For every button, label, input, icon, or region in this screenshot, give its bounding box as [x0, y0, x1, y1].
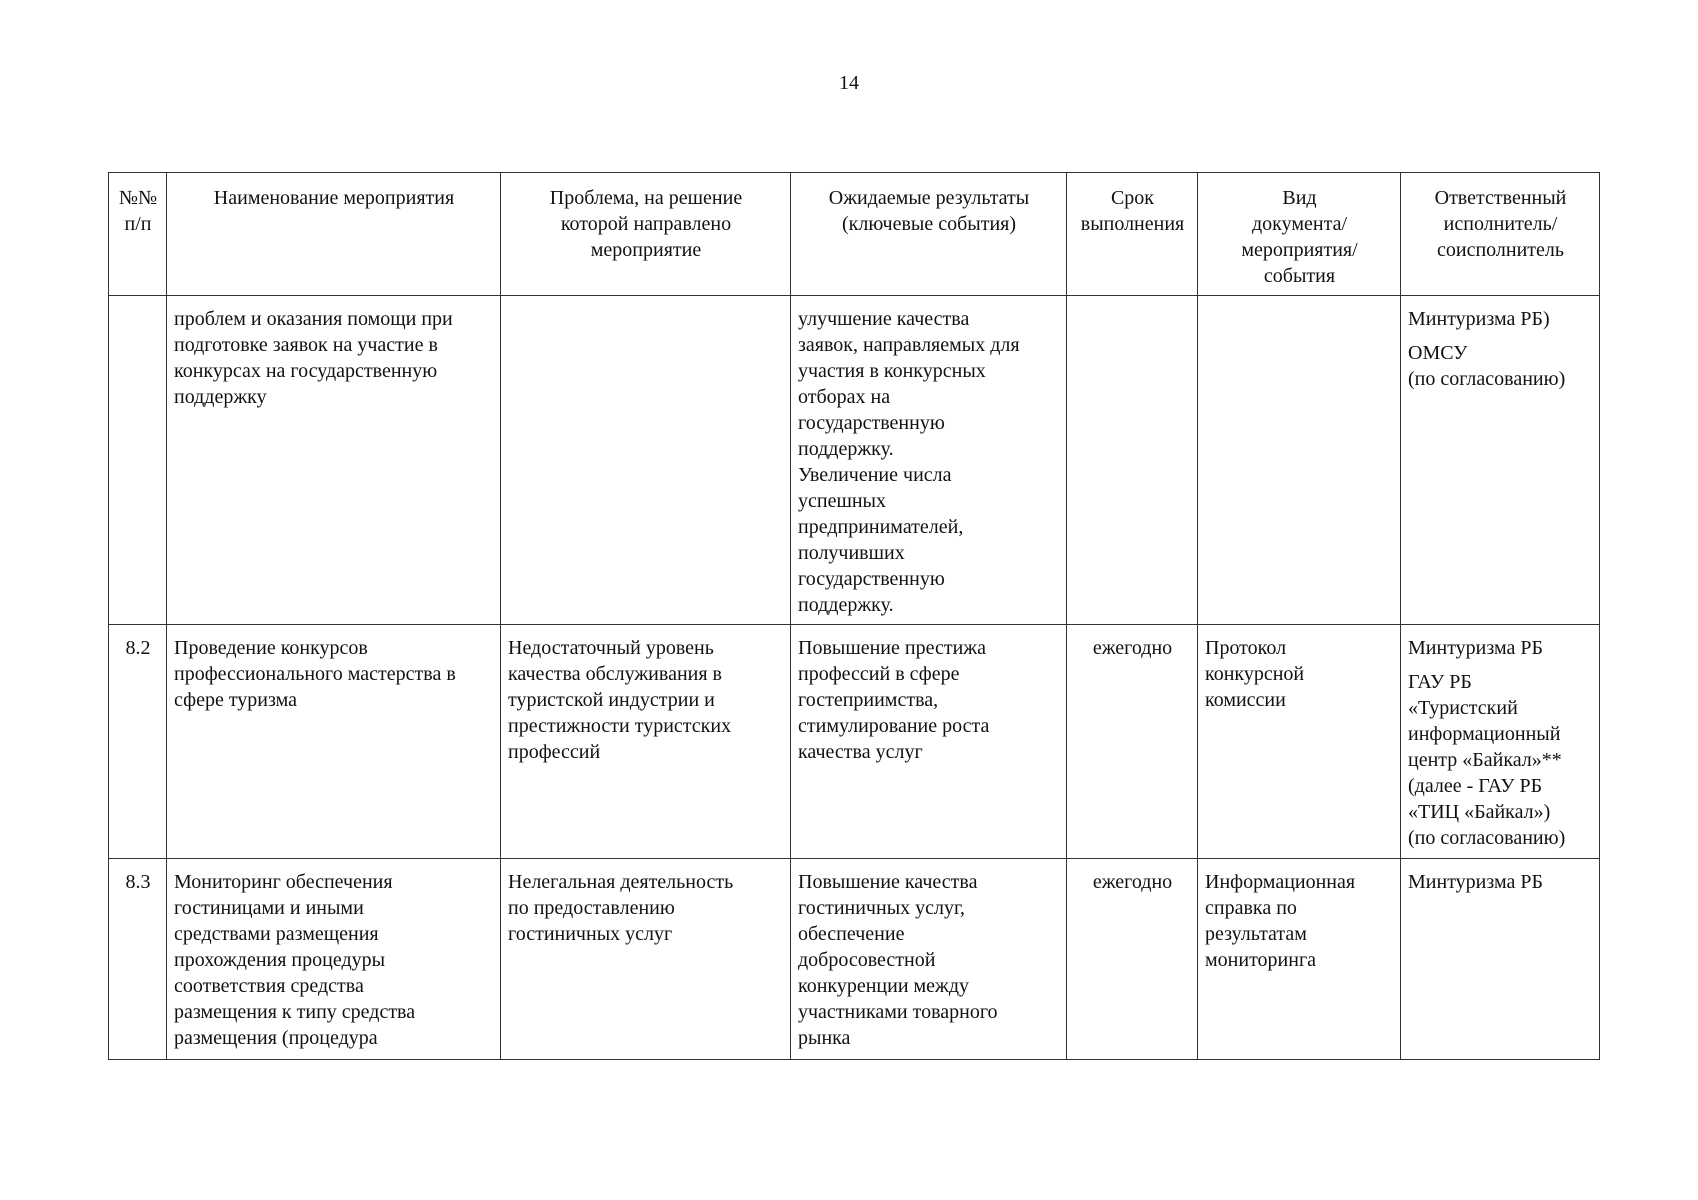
- text-line: документа/: [1252, 213, 1347, 235]
- table-row-continuation: [109, 296, 1600, 625]
- text-line: участниками товарного: [798, 1001, 998, 1023]
- text-line: участия в конкурсных: [798, 360, 986, 382]
- text-line: (по согласованию): [1408, 368, 1566, 390]
- text-line: получивших: [798, 542, 905, 564]
- text-line: обеспечение: [798, 923, 905, 945]
- text-line: информационный: [1408, 723, 1561, 745]
- text-line: Вид: [1282, 187, 1317, 209]
- text-line: комиссии: [1205, 689, 1286, 711]
- cell-num: 8.3: [109, 859, 167, 1060]
- text-line: п/п: [124, 213, 152, 235]
- text-line: подготовке заявок на участие в: [174, 334, 438, 356]
- header-name: [167, 173, 501, 296]
- text-line: исполнитель/: [1443, 213, 1558, 235]
- cell-problem: [501, 859, 791, 1060]
- text-line: Минтуризма РБ: [1408, 871, 1543, 893]
- header-responsible: [1401, 173, 1600, 296]
- text-line: профессий: [508, 741, 601, 763]
- text-line: Повышение качества: [798, 871, 978, 893]
- responsible-primary: [1408, 869, 1593, 895]
- text-line: размещения (процедура: [174, 1027, 378, 1049]
- cell-term: [1067, 296, 1198, 625]
- text-line: Ожидаемые результаты: [828, 187, 1030, 209]
- text-line: конкурсной: [1205, 663, 1305, 685]
- header-results: [791, 173, 1067, 296]
- cell-term: ежегодно: [1067, 625, 1198, 859]
- header-problem: [501, 173, 791, 296]
- cell-doc: [1198, 625, 1401, 859]
- text-line: Срок: [1110, 187, 1155, 209]
- text-line: ГАУ РБ: [1408, 671, 1472, 693]
- text-line: поддержку.: [798, 438, 894, 460]
- text-line: профессий в сфере: [798, 663, 960, 685]
- text-line: центр «Байкал»**: [1408, 749, 1562, 771]
- cell-num: 8.2: [109, 625, 167, 859]
- text-line: мероприятие: [590, 239, 702, 261]
- header-term: [1067, 173, 1198, 296]
- text-line: поддержку: [174, 386, 267, 408]
- text-line: размещения к типу средства: [174, 1001, 416, 1023]
- text-line: заявок, направляемых для: [798, 334, 1020, 356]
- text-line: Нелегальная деятельность: [508, 871, 734, 893]
- activities-table: [108, 172, 1600, 1060]
- text-line: которой направлено: [560, 213, 732, 235]
- table-header-row: [109, 173, 1600, 296]
- text-line: гостеприимства,: [798, 689, 939, 711]
- cell-problem: [501, 296, 791, 625]
- cell-responsible: [1401, 625, 1600, 859]
- text-line: выполнения: [1080, 213, 1185, 235]
- text-line: Недостаточный уровень: [508, 637, 714, 659]
- table-row-8-2: [109, 625, 1600, 859]
- text-line: качества услуг: [798, 741, 923, 763]
- text-line: стимулирование роста: [798, 715, 990, 737]
- cell-doc: [1198, 859, 1401, 1060]
- text-line: «Туристский: [1408, 697, 1518, 719]
- text-line: успешных: [798, 490, 886, 512]
- text-line: события: [1263, 265, 1336, 287]
- text-line: гостиничных услуг: [508, 923, 673, 945]
- text-line: ОМСУ: [1408, 342, 1468, 364]
- text-line: конкуренции между: [798, 975, 970, 997]
- text-line: Увеличение числа: [798, 464, 952, 486]
- page-number: 14: [839, 72, 859, 94]
- text-line: конкурсах на государственную: [174, 360, 438, 382]
- cell-term: ежегодно: [1067, 859, 1198, 1060]
- text-line: (по согласованию): [1408, 827, 1566, 849]
- text-line: справка по: [1205, 897, 1297, 919]
- cell-problem: [501, 625, 791, 859]
- text-line: Мониторинг обеспечения: [174, 871, 393, 893]
- text-line: предпринимателей,: [798, 516, 964, 538]
- text-line: (далее - ГАУ РБ: [1408, 775, 1543, 797]
- text-line: Проведение конкурсов: [174, 637, 368, 659]
- text-line: гостиницами и иными: [174, 897, 364, 919]
- text-line: Наименование мероприятия: [213, 187, 455, 209]
- responsible-co-executor: [1408, 669, 1593, 851]
- text-line: Повышение престижа: [798, 637, 986, 659]
- header-num: [109, 173, 167, 296]
- text-line: качества обслуживания в: [508, 663, 722, 685]
- cell-responsible: [1401, 859, 1600, 1060]
- responsible-primary: [1408, 635, 1593, 661]
- text-line: (ключевые события): [841, 213, 1017, 235]
- text-line: туристской индустрии и: [508, 689, 715, 711]
- text-line: соответствия средства: [174, 975, 364, 997]
- text-line: отборах на: [798, 386, 891, 408]
- text-line: мероприятия/: [1241, 239, 1358, 261]
- text-line: гостиничных услуг,: [798, 897, 965, 919]
- text-line: рынка: [798, 1027, 851, 1049]
- cell-name: [167, 859, 501, 1060]
- text-line: Ответственный: [1434, 187, 1567, 209]
- text-line: профессионального мастерства в: [174, 663, 456, 685]
- text-line: престижности туристских: [508, 715, 732, 737]
- text-line: прохождения процедуры: [174, 949, 386, 971]
- header-doc: [1198, 173, 1401, 296]
- cell-responsible: [1401, 296, 1600, 625]
- responsible-primary: [1408, 306, 1593, 332]
- text-line: государственную: [798, 412, 945, 434]
- cell-num: [109, 296, 167, 625]
- text-line: мониторинга: [1205, 949, 1317, 971]
- responsible-co-executor: [1408, 340, 1593, 392]
- cell-name: [167, 625, 501, 859]
- text-line: сфере туризма: [174, 689, 298, 711]
- text-line: государственную: [798, 568, 945, 590]
- text-line: средствами размещения: [174, 923, 379, 945]
- cell-results: [791, 625, 1067, 859]
- text-line: Минтуризма РБ: [1408, 637, 1543, 659]
- text-line: добросовестной: [798, 949, 936, 971]
- cell-results: [791, 859, 1067, 1060]
- text-line: Проблема, на решение: [549, 187, 743, 209]
- text-line: «ТИЦ «Байкал»): [1408, 801, 1551, 823]
- text-line: Информационная: [1205, 871, 1356, 893]
- cell-results: [791, 296, 1067, 625]
- text-line: улучшение качества: [798, 308, 970, 330]
- table-row-8-3: [109, 859, 1600, 1060]
- text-line: результатам: [1205, 923, 1307, 945]
- text-line: Протокол: [1205, 637, 1287, 659]
- text-line: проблем и оказания помощи при: [174, 308, 453, 330]
- text-line: Минтуризма РБ): [1408, 308, 1550, 330]
- text-line: соисполнитель: [1436, 239, 1564, 261]
- text-line: поддержку.: [798, 594, 894, 616]
- text-line: №№: [118, 187, 158, 209]
- cell-doc: [1198, 296, 1401, 625]
- cell-name: [167, 296, 501, 625]
- text-line: по предоставлению: [508, 897, 675, 919]
